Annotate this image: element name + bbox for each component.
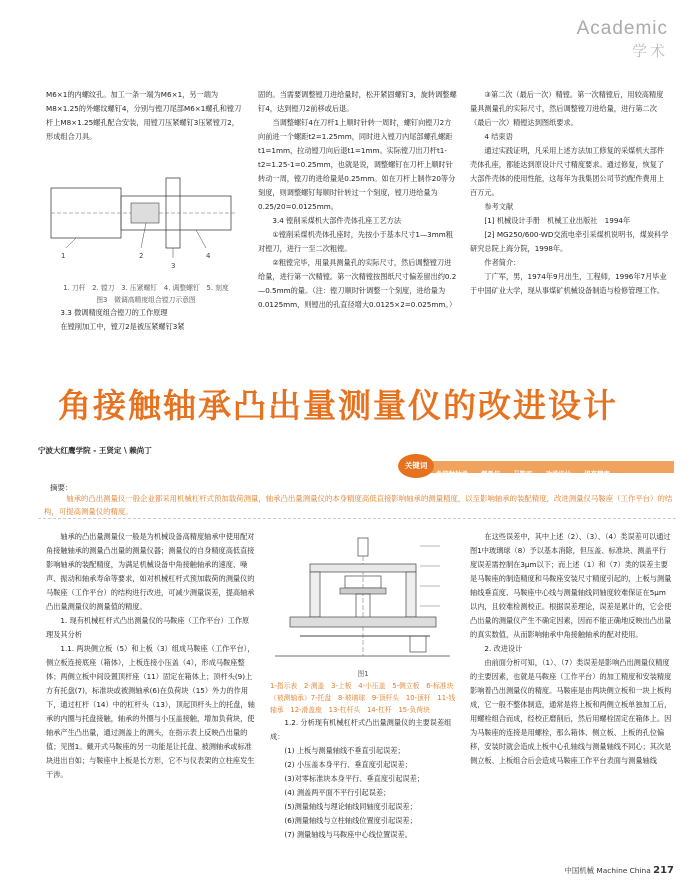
header-academic: Academic (576, 18, 668, 39)
list-item: (2) 小压盖本身平行、垂直度引起误差； (284, 760, 412, 769)
error-list (270, 744, 456, 842)
author-bio: 丁广军，男，1974年9月出生，工程师，1996年7月毕业于中国矿业大学，现从事煤矿机械设备制造与检修管理工作。 (470, 272, 667, 295)
paragraph: 在镗削加工中，镗刀2是被压紧螺钉3紧 (60, 322, 185, 331)
keyword: 马鞍座 (513, 470, 533, 478)
references-heading: 参考文献 (484, 202, 514, 211)
list-item: (1) 上板与测量轴线不垂直引起误差； (284, 746, 405, 755)
section-heading: 4 结束语 (484, 132, 513, 141)
paragraph: 当调整螺钉4在刀杆1上顺时针转一周时，螺钉向镗刀2方向前进一个螺距t2=1.25mm，同时进入镗刀内尾部螺孔螺距t1=1mm，拉动镗刀向后退t1=1mm。实际镗刀出刀杆t1-t2=1.25-1=0.25mm，也就是说，调整螺钉在刀杆上顺时针转动一周，镗刀的进给量是0.25mm。如在刀杆上制作20等分刻度，则调整螺钉每顺时针转过一个刻度，镗刀进给量为0.25/20=0.0125mm。 (258, 118, 456, 211)
svg-text:3: 3 (171, 262, 176, 270)
svg-text:4: 4 (206, 252, 211, 260)
keyword: 提高精度 (584, 470, 610, 478)
author-heading: 作者简介： (484, 258, 521, 267)
keyword: 测量仪 (481, 470, 501, 478)
paragraph: 固的。当需要调整镗刀进给量时，松开紧固螺钉3，旋转调整螺钉4，达到镗刀2前移或后退。 (258, 90, 457, 113)
abstract-label: 摘要： (50, 483, 73, 492)
figure-3-boring-tool (46, 148, 246, 278)
section-heading: 1. 现有机械杠杆式凸出测量仪的马鞍座（工作平台）工作原理及其分析 (46, 616, 250, 639)
abstract-text: 轴承的凸出测量仪一般企业都采用机械杠杆式预加载荷测量，轴承凸出量测量仪的本身精度高低直接影响轴承的测量精度，以至影响轴承的装配精度，改进测量仪马鞍座（工作平台）的结构，可提高测量仪的精度。 (44, 494, 673, 516)
reference-item: [1] 机械设计手册 机械工业出版社 1994年 (484, 216, 631, 225)
list-item: (4) 测盖两平面不平行引起误差； (284, 788, 391, 797)
top-column-2 (258, 88, 458, 312)
section-heading: 3.3 微调精度组合镗刀的工作原理 (60, 308, 168, 317)
figure-1-measuring-instrument (270, 536, 456, 666)
keywords-label: 关键词 (398, 454, 434, 478)
svg-text:1: 1 (61, 252, 66, 260)
header-xueshu: 学术 (631, 42, 668, 60)
divider (38, 518, 676, 519)
page (38, 18, 676, 880)
article-title: 角接触轴承凸出量测量仪的改进设计 (58, 386, 618, 425)
article-authors: 宁波大红鹰学院 - 王贤定 \ 赖尚丁 (38, 446, 152, 455)
paragraph: 轴承的凸出量测量仪一般是为机械设备高精度轴承中使用配对角接触轴承的测量凸出量的测量仪器；测量仪的自身精度高低直接影响轴承的装配精度，为满足机械设备中角接触轴承的速度、噪声、振动和轴承寿命等要求，如对机械杠杆式预加载荷的测量仪的马鞍座（工作平台）的结构进行改进，可减少测量误差，提高轴承凸出量测量仪的测量值的精度。 (46, 532, 255, 611)
paragraph: 由前面分析可知，（1）、（7）类误差是影响凸出测量仪精度的主要因素，也就是马鞍座（工作平台）的加工精度和安装精度影响着凸出测量仪的精度。马鞍座是由两块侧立板和一块上板构成，它一般不整体制造，通常是将上板和两侧立板单独加工后，用螺栓组合而成，经校正磨削后，然后用螺栓固定在箱体上。因为马鞍座的连接是用螺栓，那么箱体、侧立板、上板的孔位偏移，安装时就会造成上板中心孔轴线与测量轴线不同心；其次是侧立板、上板组合后会造成马鞍座工作平台表面与测量轴线 (470, 658, 672, 765)
list-item: (6)测量轴线与立柱轴线位置度引起误差； (284, 816, 417, 825)
top-column-1 (46, 88, 246, 334)
section-heading: 3.4 镗削采煤机大部件壳体孔座工艺方法 (272, 216, 402, 225)
figure-1-legend: 1-指示表 2-测盖 3-上板 4-小压盖 5-侧立板 6-标准块（被测轴承）7-托盘 8-玻璃球 9-顶杆头 10-顶杆 11-钱轴承 12-滑盖座 13-杠杆头 14-杠杆 15-负荷块 (270, 682, 456, 714)
keywords-bar (398, 458, 674, 476)
page-number: 217 (653, 865, 674, 876)
journal-name: 中国机械 Machine China (564, 866, 651, 875)
page-footer (564, 865, 674, 876)
section-heading: 2. 改进设计 (484, 644, 523, 653)
paragraph: ③第二次（最后一次）精镗。第一次精镗后，用较高精度量具测量孔的实际尺寸，然后调整镗刀进给量，进行第二次（最后一次）精镗达到图纸要求。 (470, 90, 664, 127)
bottom-column-2 (270, 668, 456, 842)
paragraph: ②粗镗完毕，用量具测量孔的实际尺寸，然后调整镗刀进给量，进行第一次精镗。第一次精镗按图纸尺寸偏差留出约0.2—0.5mm的量。（注：镗刀顺时针调整一个刻度，进给量为0.0125mm，则镗出的孔直径增大0.0125×2=0.025mm。） (258, 258, 457, 309)
keyword: 改进设计 (545, 470, 572, 478)
paragraph: M6×1的内螺纹孔。加工一条一端为M6×1，另一端为M8×1.25的外螺纹螺钉4，分别与镗刀尾部M6×1螺孔和镗刀杆上M8×1.25螺孔配合安装，用镗刀压紧螺钉3压紧镗刀2，形成组合刀具。 (46, 90, 242, 141)
section-header (577, 18, 668, 61)
svg-text:2: 2 (139, 252, 144, 260)
bottom-column-1 (46, 530, 256, 782)
list-item: (7) 测量轴线与马鞍座中心线位置误差。 (284, 830, 412, 839)
list-item: (5)测量轴线与理论轴线同轴度引起误差； (284, 802, 417, 811)
paragraph: 1.1. 两块侧立板（5）和上板（3）组成马鞍座（工作平台），侧立板连接底座（箱体），上板连接小压盖（4），形成马鞍座整体；两侧立板中间设置顶杆座（11）固定在箱体上；顶杆头(9)上方有托盘(7)，标准块或被测轴承(6)在负荷块（15）外力的作用下，通过杠杆（14）中的杠杆头（13），顶起顶杆头上的托盘，轴承的内圈与托盘接触，轴承的外圈与小压盖接触，增加负荷块，使轴承产生凸出量，通过测盖上的测头，在指示表上反映凸出量的值；见图1。戴开式马鞍座的另一功能是让托盘、被测轴承或标准块进出自如；与鞍座中上板是长方形，它不与仪表架的立柱座发生干涉。 (46, 644, 255, 779)
top-column-3 (470, 88, 670, 298)
paragraph: ①镗削采煤机壳体孔座时，先按小于基本尺寸1—3mm粗对镗刀，进行一至二次粗镗。 (258, 230, 453, 253)
paragraph: 通过实践证明，凡采用上述方法加工修复的采煤机大部件壳体孔座，都能达到原设计尺寸精度要求。通过修复，恢复了大部件壳体的使用性能，这每年为我集团公司节约配件费用上百万元。 (470, 146, 665, 197)
keywords-strip (428, 461, 674, 478)
paragraph: 1.2. 分析现有机械杠杆式凸出量测量仪的主要误差组成： (270, 718, 452, 741)
bottom-column-3 (470, 530, 672, 768)
paragraph: 在这些误差中，其中上述（2）、（3）、（4）类误差可以通过图1中玻璃球（8）予以基本消除，但压盖、标准块、测盖平行度误差需控制在3μm以下；而上述（1）和（7）类的误差主要是马鞍座的制造精度和马鞍座安装尺寸精度引起的，上板与测量轴线垂直度、马鞍座中心线与测量轴线同轴度较难保证在5μm以内，且较难检测校正。根据误差理论，误差是累计的，它会使凸出量的测量仪产生不确定因素，因而不能正确地反映出凸出量的真实数值，从而影响轴承中角接触轴承的配对使用。 (470, 532, 672, 639)
figure-1-title: 图1 (357, 670, 369, 678)
list-item: (3)对零标准块本身平行、垂直度引起误差； (284, 774, 424, 783)
reference-item: [2] MG250/600-WD交流电牵引采煤机说明书，煤炭科学研究总院上海分院，1998年。 (470, 230, 669, 253)
figure-3-legend: 1. 刀杆 2. 镗刀 3. 压紧螺钉 4. 调整螺钉 5. 刻度 (63, 284, 229, 292)
keyword: 角接触轴承 (436, 470, 468, 478)
figure-3-title: 图3 微调高精度组合镗刀示意图 (96, 296, 196, 304)
